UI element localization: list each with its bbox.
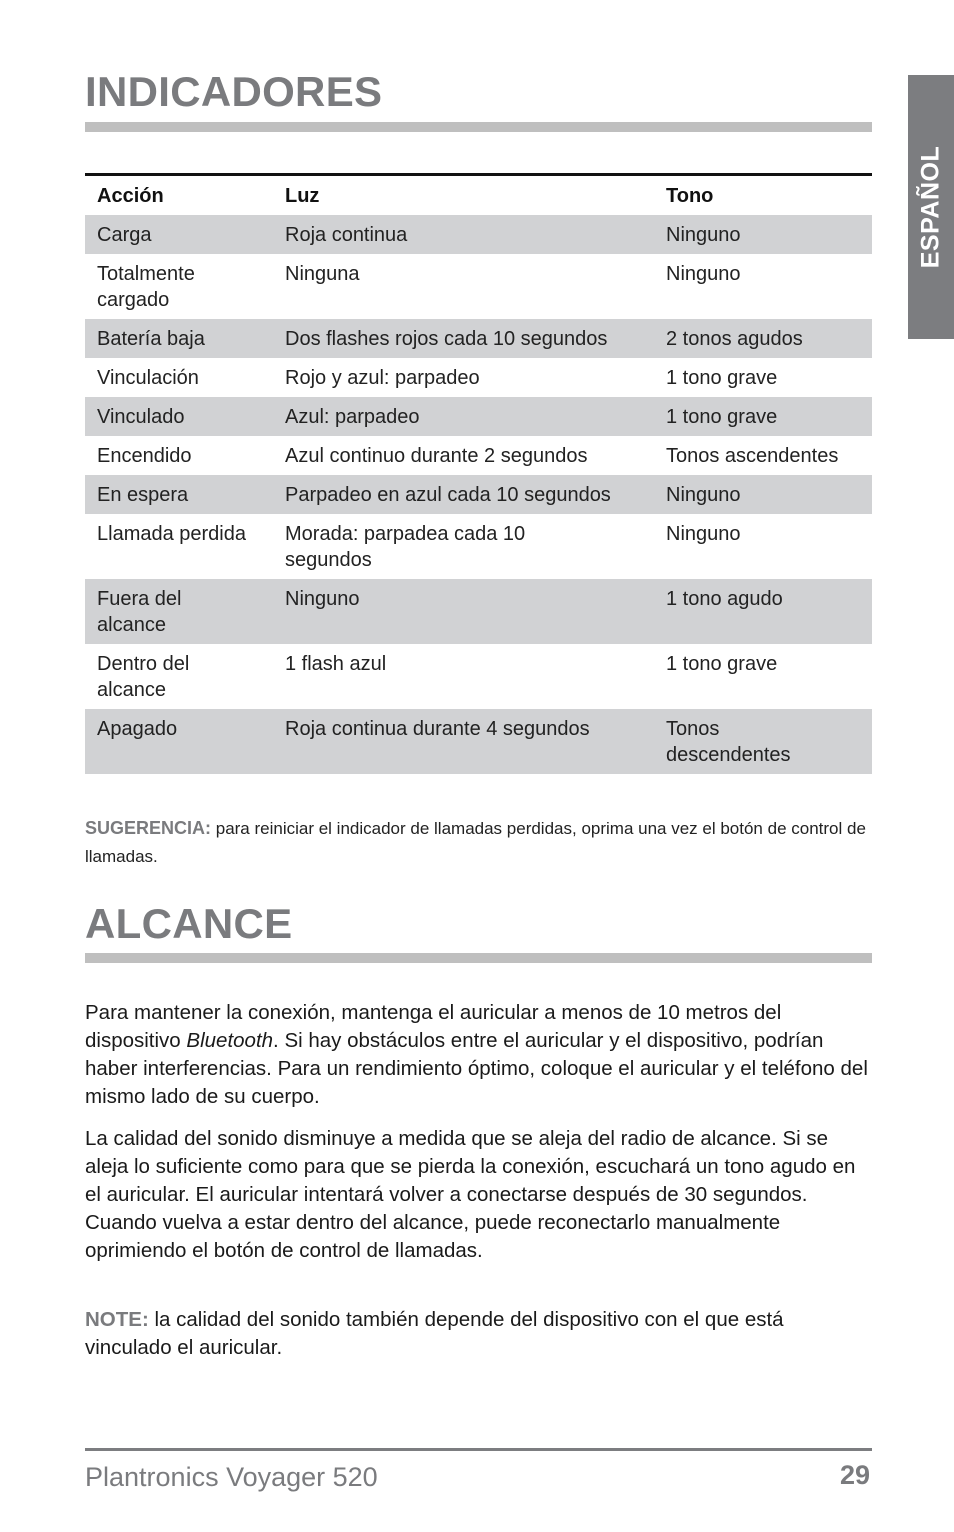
cell-tono: Ninguno <box>666 523 741 545</box>
cell-accion: Encendido <box>97 445 192 467</box>
cell-luz: Roja continua durante 4 segundos <box>273 709 654 774</box>
tip-label: SUGERENCIA: <box>85 818 212 838</box>
cell-accion: Fuera del alcance <box>85 579 273 644</box>
cell-luz: Azul: parpadeo <box>273 397 654 436</box>
page-number: 29 <box>839 1460 870 1490</box>
cell-luz: Rojo y azul: parpadeo <box>285 367 480 389</box>
table-row <box>85 514 872 579</box>
cell-tono: Ninguno <box>666 263 741 285</box>
table-row <box>85 709 872 774</box>
cell-luz: 1 flash azul <box>285 653 387 675</box>
table-row <box>85 436 872 475</box>
note-text: la calidad del sonido también depende del dispositivo con el que está vinculado el auricular. <box>85 1308 784 1359</box>
tip-text: para reiniciar el indicador de llamadas perdidas, oprima una vez el botón de control de llamadas. <box>85 819 866 866</box>
header-accion: Acción <box>97 185 164 207</box>
cell-tono: Tonos descendentes <box>654 709 872 774</box>
tip-paragraph <box>85 814 875 871</box>
cell-accion: Apagado <box>85 709 273 774</box>
cell-accion: En espera <box>85 475 273 514</box>
table-row <box>85 644 872 709</box>
range-heading: ALCANCE <box>85 900 293 947</box>
cell-tono: Tonos ascendentes <box>666 445 839 467</box>
cell-accion: Dentro del alcance <box>97 653 190 701</box>
cell-accion: Vinculado <box>85 397 273 436</box>
range-paragraph-2: La calidad del sonido disminuye a medida que se aleja del radio de alcance. Si se aleja lo suficiente como para que se pierda la conexión, escuchará un tono agudo en el auricular. El auricular intentará volver a conectarse después de 30 segundos. Cuando vuelva a estar dentro del alcance, puede reconectarlo manualmente oprimiendo el botón de control de llamadas. <box>85 1127 856 1262</box>
cell-luz: Dos flashes rojos cada 10 segundos <box>273 319 654 358</box>
cell-accion: Vinculación <box>97 367 199 389</box>
table-row <box>85 215 872 254</box>
cell-accion: Totalmente cargado <box>97 263 195 311</box>
table-row <box>85 254 872 319</box>
language-tab <box>908 75 954 339</box>
table-row <box>85 358 872 397</box>
range-rule <box>85 953 872 963</box>
cell-luz: Morada: parpadea cada 10 segundos <box>285 523 526 571</box>
footer-product-name: Plantronics Voyager 520 <box>85 1462 378 1492</box>
table-header-row <box>85 176 872 215</box>
cell-tono: 1 tono agudo <box>654 579 872 644</box>
cell-luz: Ninguno <box>273 579 654 644</box>
cell-luz: Roja continua <box>273 215 654 254</box>
cell-accion: Carga <box>85 215 273 254</box>
header-tono: Tono <box>666 185 714 207</box>
indicators-heading: INDICADORES <box>85 68 383 115</box>
language-tab-label: ESPAÑOL <box>916 145 945 269</box>
cell-luz: Azul continuo durante 2 segundos <box>285 445 588 467</box>
header-luz: Luz <box>285 185 320 207</box>
table-row <box>85 319 872 358</box>
p1-text-after: . Si hay obstáculos entre el auricular y el dispositivo, podrían haber interferencias. Para un rendimiento óptimo, coloque el auricular y el teléfono del mismo lado de su cuerpo. <box>85 1029 868 1108</box>
indicators-rule <box>85 122 872 132</box>
cell-tono: 1 tono grave <box>654 397 872 436</box>
cell-luz: Ninguna <box>285 263 360 285</box>
cell-luz: Parpadeo en azul cada 10 segundos <box>273 475 654 514</box>
p1-bluetooth-term: Bluetooth <box>186 1029 274 1052</box>
note-label: NOTE: <box>85 1308 149 1331</box>
cell-tono: Ninguno <box>654 215 872 254</box>
cell-tono: Ninguno <box>654 475 872 514</box>
table-row <box>85 579 872 644</box>
range-paragraph-1 <box>85 999 875 1111</box>
p1-text-before: Para mantener la conexión, mantenga el auricular a menos de 10 metros del dispositivo <box>85 1001 782 1052</box>
cell-accion: Batería baja <box>85 319 273 358</box>
footer-rule <box>85 1448 872 1451</box>
cell-tono: 1 tono grave <box>666 653 778 675</box>
table-row <box>85 397 872 436</box>
table-row <box>85 475 872 514</box>
note-paragraph <box>85 1306 875 1362</box>
cell-tono: 1 tono grave <box>666 367 778 389</box>
indicators-table <box>85 176 872 774</box>
cell-accion: Llamada perdida <box>97 523 246 545</box>
cell-tono: 2 tonos agudos <box>654 319 872 358</box>
